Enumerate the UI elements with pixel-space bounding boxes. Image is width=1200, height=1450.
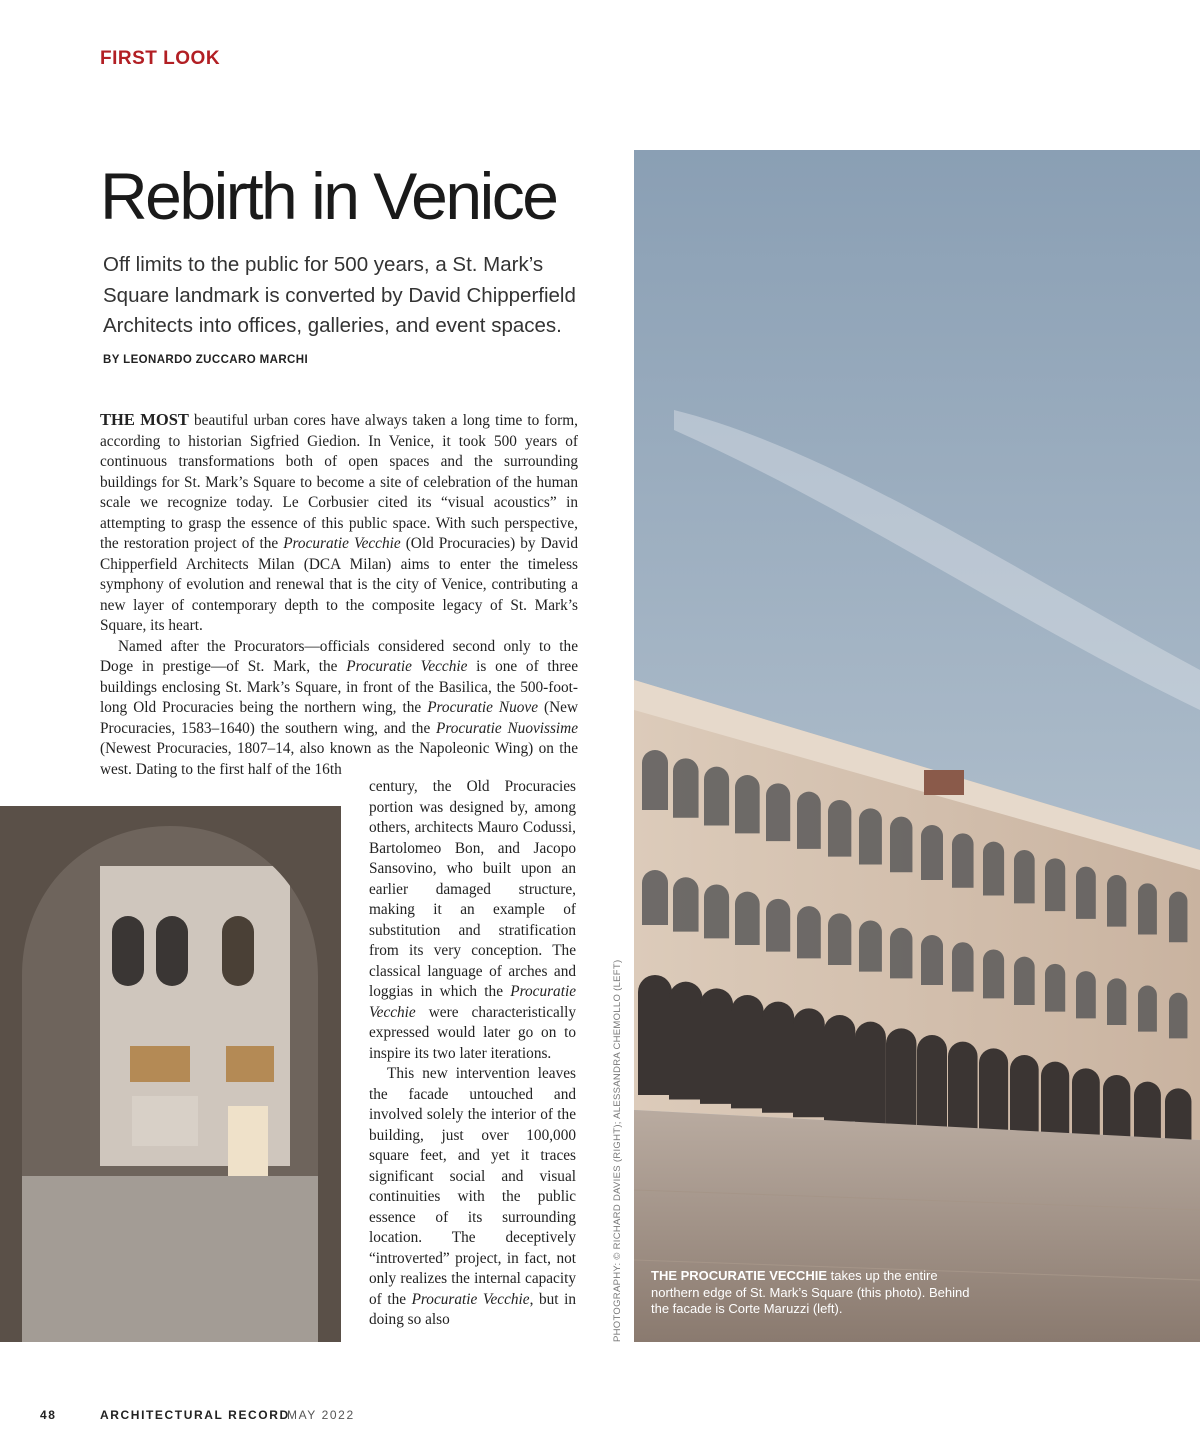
italic-term: Procuratie Vecchie: [411, 1290, 530, 1308]
page-number: 48: [40, 1408, 57, 1422]
text-run: This new intervention leaves the facade untouched and involved solely the interior of the building, just over 100,000 square feet, and yet it traces significant social and visual continuities with the public essence of its surrounding location. The deceptively “introverted” project, in fact, not only realizes the internal capacity of the: [369, 1065, 576, 1308]
byline: BY LEONARDO ZUCCARO MARCHI: [103, 354, 309, 366]
caption-lead: THE PROCURATIE VECCHIE: [651, 1268, 827, 1283]
issue-date: MAY 2022: [287, 1408, 355, 1422]
text-run: (Old Procuracies) by David Chipperfield Architects Milan (DCA Milan) aims to enter the timeless symphony of evolution and renewal that is the city of Venice, contributing a new layer of contemporary depth to the composite legacy of St. Mark’s Square, its heart.: [100, 535, 578, 634]
courtyard-illustration: [0, 806, 341, 1342]
text-run: were characteristically expressed would later go on to inspire its two later iterations.: [369, 1003, 576, 1062]
text-run: is one of three buildings enclosing St. Mark’s Square, in front of the Basilica, the 500-foot-long Old Procuracies being the northern wing, the: [100, 658, 578, 716]
text-run: beautiful urban cores have always taken a long time to form, according to historian Sigfried Giedion. In Venice, it took 500 years of continuous transformations both of open spaces and the surrounding buildings for St. Mark’s Square to become a site of celebration of the human scale we recognize today. Le Corbusier cited its “visual acoustics” in attempting to grasp the essence of this public space. With such perspective, the restoration project of the: [100, 412, 578, 552]
lead-in: THE MOST: [100, 410, 189, 429]
article-title: Rebirth in Venice: [100, 159, 557, 233]
body-column-narrow: [369, 777, 576, 1331]
body-paragraph-4: [369, 1064, 576, 1331]
body-paragraph-3: [369, 777, 576, 1064]
italic-term: Procuratie Vecchie: [283, 535, 401, 552]
photo-caption: [651, 1268, 981, 1318]
caption-text: takes up the entire northern edge of St. Mark’s Square (this photo). Behind the facade is Corte Maruzzi (left).: [651, 1268, 970, 1316]
photo-corte-maruzzi: [0, 806, 341, 1342]
italic-term: Procuratie Nuove: [427, 699, 539, 716]
section-tag: FIRST LOOK: [100, 48, 221, 69]
text-run: (New Procuracies, 1583–1640) the southern wing, and the: [100, 699, 579, 737]
photo-procuratie-facade: [634, 150, 1200, 1342]
text-run: century, the Old Procuracies portion was designed by, among others, architects Mauro Codussi, Bartolomeo Bon, and Jacopo Sansovino, who built upon an earlier damaged structure, making it an example of substitution and stratification from its very conception. The classical language of arches and loggias in which the: [369, 778, 576, 1000]
body-paragraph-1: [100, 410, 578, 637]
italic-term: Procuratie Vecchie: [369, 983, 576, 1021]
italic-term: Procuratie Nuovissime: [436, 719, 578, 737]
italic-term: Procuratie Vecchie: [346, 658, 468, 675]
body-paragraph-2: [100, 637, 578, 781]
publication-name: ARCHITECTURAL RECORD: [100, 1408, 290, 1422]
body-column-wide: [100, 410, 578, 780]
text-run: (Newest Procuracies, 1807–14, also known as the Napoleonic Wing) on the west. Dating to the first half of the 16th: [100, 740, 578, 778]
facade-illustration: [634, 150, 1200, 1342]
article-deck: Off limits to the public for 500 years, a St. Mark’s Square landmark is converted by David Chipperfield Architects into offices, galleries, and event spaces.: [103, 253, 576, 337]
text-run: Named after the Procurators—officials considered second only to the Doge in prestige—of St. Mark, the: [100, 637, 578, 675]
photo-credit: PHOTOGRAPHY: © RICHARD DAVIES (RIGHT); ALESSANDRA CHEMOLLO (LEFT): [612, 959, 623, 1342]
text-run: , but in doing so also: [369, 1290, 576, 1328]
